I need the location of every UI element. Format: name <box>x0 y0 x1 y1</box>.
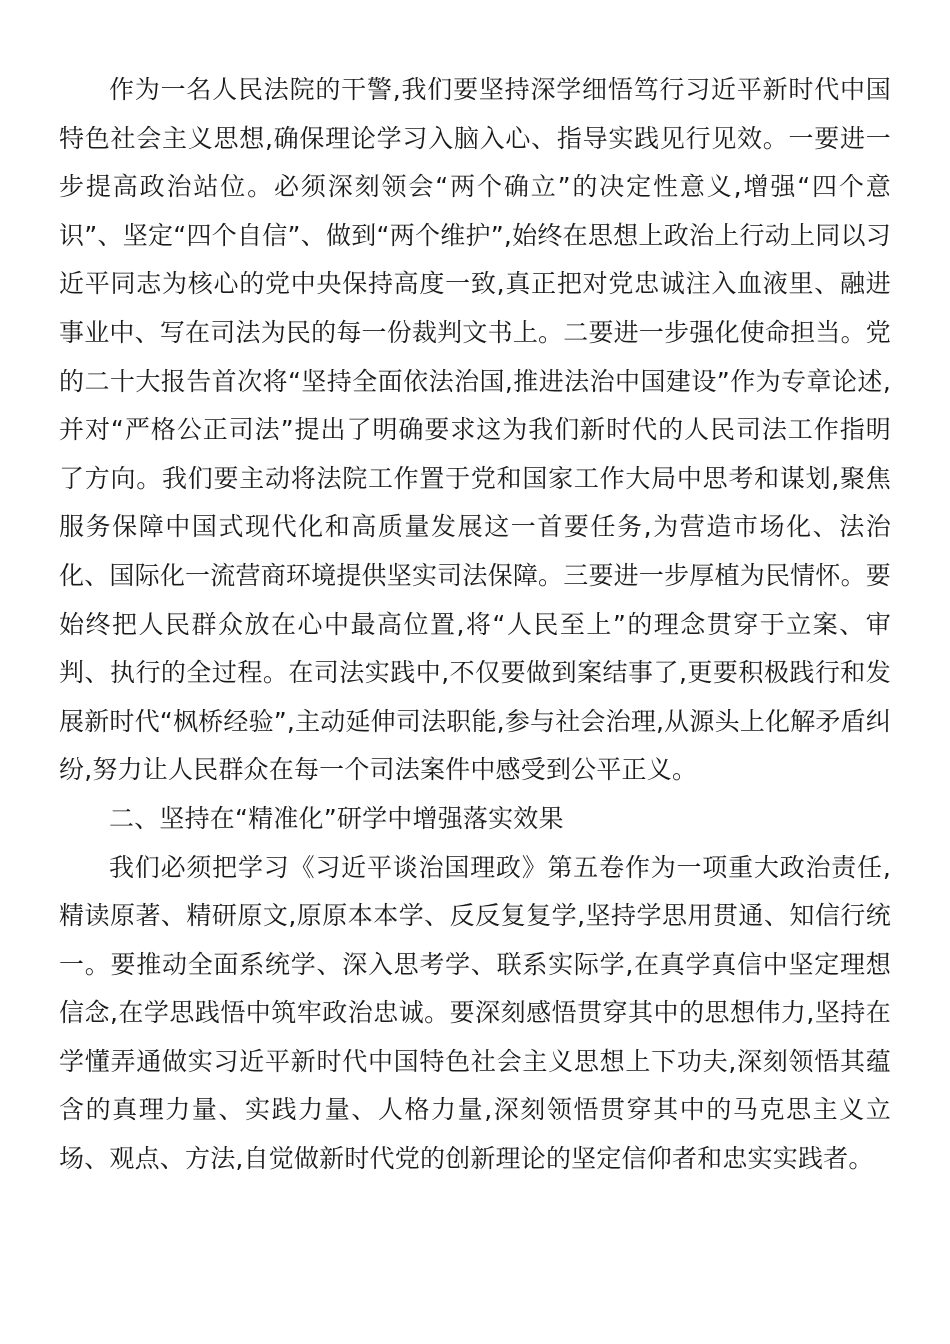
body-paragraph-2: 我们必须把学习《习近平谈治国理政》第五卷作为一项重大政治责任,精读原著、精研原文,原原本本学、反反复复学,坚持学思用贯通、知信行统一。要推动全面系统学、深入思考学、联系实际学,在真学真信中坚定理想信念,在学思践悟中筑牢政治忠诚。要深刻感悟贯穿其中的思想伟力,坚持在学懂弄通做实习近平新时代中国特色社会主义思想上下功夫,深刻领悟其蕴含的真理力量、实践力量、人格力量,深刻领悟贯穿其中的马克思主义立场、观点、方法,自觉做新时代党的创新理论的坚定信仰者和忠实实践者。 <box>59 852 891 1174</box>
body-paragraph-1: 作为一名人民法院的干警,我们要坚持深学细悟笃行习近平新时代中国特色社会主义思想,确保理论学习入脑入心、指导实践见行见效。一要进一步提高政治站位。必须深刻领会“两个确立”的决定性意义,增强“四个意识”、坚定“四个自信”、做到“两个维护”,始终在思想上政治上行动上同以习近平同志为核心的党中央保持高度一致,真正把对党忠诚注入血液里、融进事业中、写在司法为民的每一份裁判文书上。二要进一步强化使命担当。党的二十大报告首次将“坚持全面依法治国,推进法治中国建设”作为专章论述,并对“严格公正司法”提出了明确要求这为我们新时代的人民司法工作指明了方向。我们要主动将法院工作置于党和国家工作大局中思考和谋划,聚焦服务保障中国式现代化和高质量发展这一首要任务,为营造市场化、法治化、国际化一流营商环境提供坚实司法保障。三要进一步厚植为民情怀。要始终把人民群众放在心中最高位置,将“人民至上”的理念贯穿于立案、审判、执行的全过程。在司法实践中,不仅要做到案结事了,更要积极践行和发展新时代“枫桥经验”,主动延伸司法职能,参与社会治理,从源头上化解矛盾纠纷,努力让人民群众在每一个司法案件中感受到公平正义。 <box>59 75 891 785</box>
section-heading-2: 二、坚持在“精准化”研学中增强落实效果 <box>109 803 564 833</box>
document-body <box>59 66 891 1184</box>
